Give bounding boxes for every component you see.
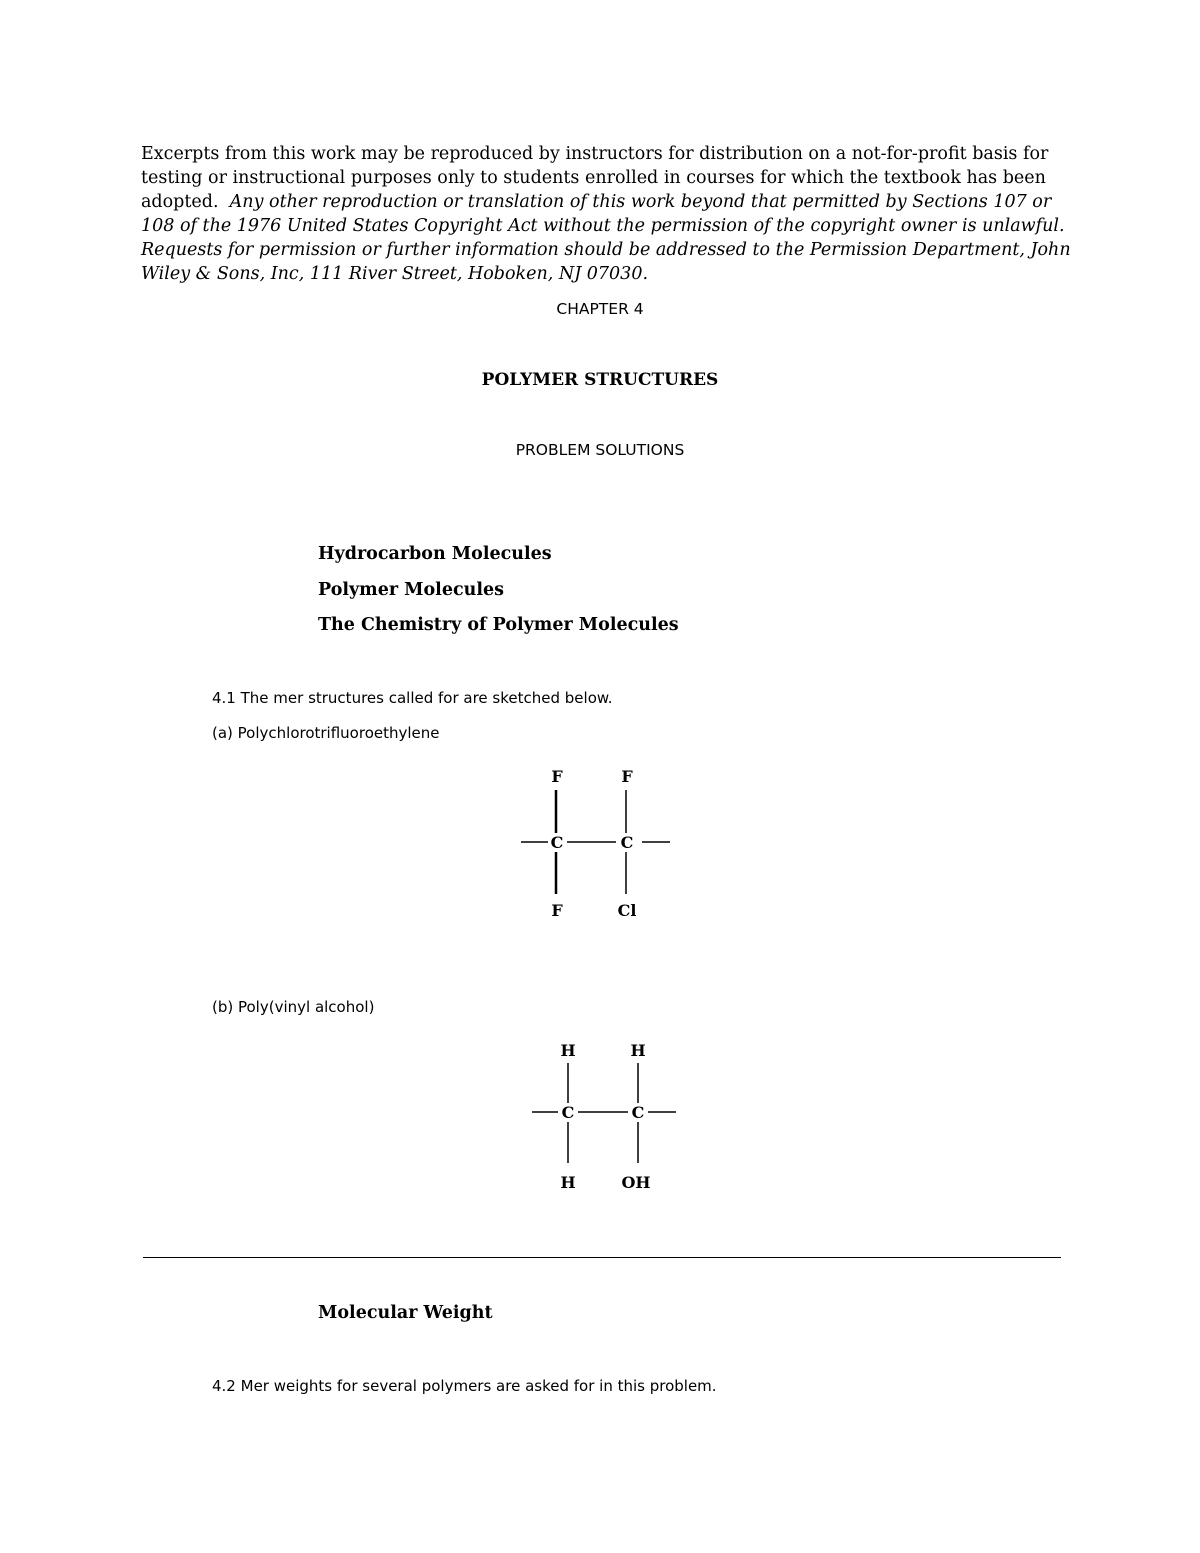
structure-b-bottom-right-atom: OH: [621, 1173, 651, 1192]
section-heading-chemistry: The Chemistry of Polymer Molecules: [318, 615, 679, 635]
section-heading-hydrocarbon: Hydrocarbon Molecules: [318, 544, 552, 564]
problem-4-1-text: 4.1 The mer structures called for are sketched below.: [212, 689, 613, 707]
part-b-label: (b) Poly(vinyl alcohol): [212, 998, 375, 1016]
structure-b-carbon-right: C: [631, 1103, 645, 1122]
structure-b-diagram: [510, 1035, 700, 1200]
chapter-title: POLYMER STRUCTURES: [481, 370, 719, 390]
structure-a-top-right-atom: F: [621, 767, 633, 786]
structure-b-bottom-left-atom: H: [560, 1173, 576, 1192]
structure-b-top-right-atom: H: [630, 1041, 646, 1060]
copyright-italic-text: Any other reproduction or translation of this work beyond that permitted by Sections 107 or 108 of the 1976 United States Copyright Act without the permission of the copyright owner is unlawful. Requests for permission or further information should be addressed to the Permission Department, John Wiley & Sons, Inc, 111 River Street, Hoboken, NJ 07030.: [141, 192, 1071, 284]
structure-a-top-left-atom: F: [551, 767, 563, 786]
section-heading-polymer: Polymer Molecules: [318, 580, 504, 600]
section-heading-molecular-weight: Molecular Weight: [318, 1303, 493, 1323]
chapter-label: CHAPTER 4: [556, 300, 644, 318]
structure-a-carbon-left: C: [550, 833, 564, 852]
structure-b-carbon-left: C: [561, 1103, 575, 1122]
structure-b-top-left-atom: H: [560, 1041, 576, 1060]
structure-a-diagram: [500, 760, 690, 930]
structure-a-bottom-left-atom: F: [551, 901, 563, 920]
structure-a-carbon-right: C: [620, 833, 634, 852]
part-a-label: (a) Polychlorotrifluoroethylene: [212, 724, 440, 742]
copyright-notice: [141, 142, 1071, 286]
section-divider: [143, 1257, 1061, 1258]
copyright-plain-text: Excerpts from this work may be reproduced by instructors for distribution on a not-for-profit basis for testing or instructional purposes only to students enrolled in courses for which the textbook has been adopted.: [141, 144, 1049, 212]
problem-solutions-label: PROBLEM SOLUTIONS: [515, 441, 685, 459]
problem-4-2-text: 4.2 Mer weights for several polymers are asked for in this problem.: [212, 1377, 717, 1395]
structure-a-bottom-right-atom: Cl: [617, 901, 637, 920]
